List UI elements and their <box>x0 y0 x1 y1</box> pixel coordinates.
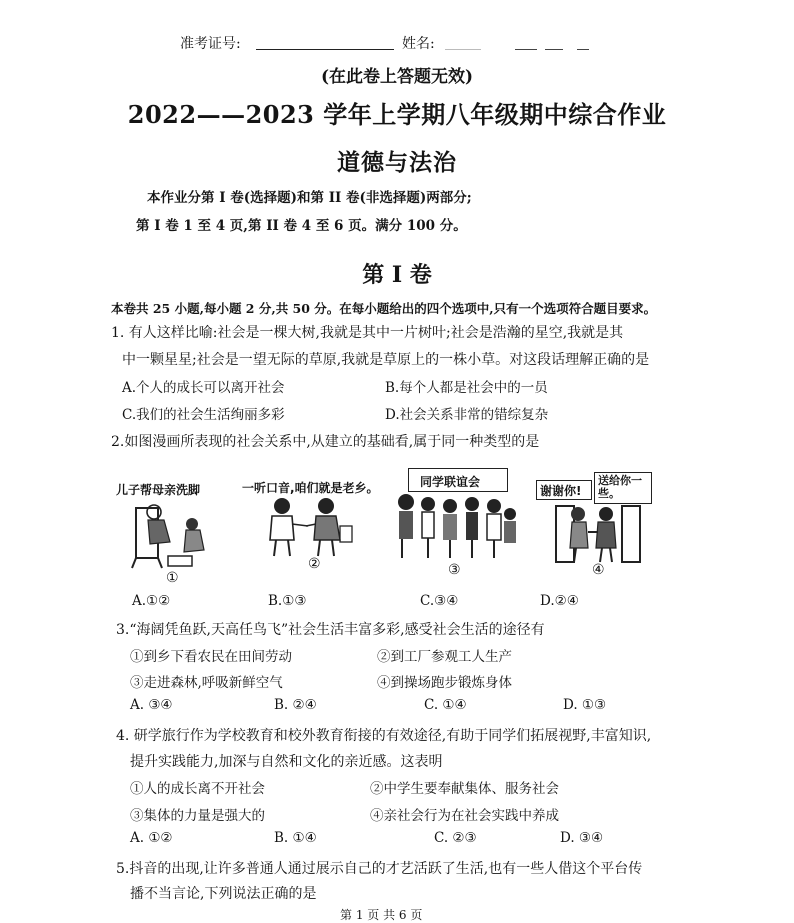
question-1-option-d[interactable]: D.社会关系非常的错综复杂 <box>385 407 549 423</box>
cartoon-3-drawing <box>392 492 518 560</box>
intro-line-2: 第 I 卷 1 至 4 页,第 II 卷 4 至 6 页。满分 100 分。 <box>136 218 467 234</box>
question-3-item-1: ①到乡下看农民在田间劳动 <box>130 649 292 665</box>
question-4-item-3: ③集体的力量是强大的 <box>130 808 265 824</box>
cartoon-4-caption: 谢谢你! <box>540 484 582 498</box>
question-1-option-c[interactable]: C.我们的社会生活绚丽多彩 <box>122 407 285 423</box>
question-3-item-3: ③走进森林,呼吸新鲜空气 <box>130 675 283 691</box>
question-2-option-d[interactable]: D.②④ <box>540 593 579 609</box>
cartoon-4-caption-2: 送给你一些。 <box>598 474 642 500</box>
ticket-number-label: 准考证号: <box>180 36 241 52</box>
question-3-item-2: ②到工厂参观工人生产 <box>377 649 512 665</box>
question-5-line-1: 5.抖音的出现,让许多普通人通过展示自己的才艺活跃了生活,也有一些人借这个平台传 <box>116 861 643 877</box>
question-4-line-1: 4. 研学旅行作为学校教育和校外教育衔接的有效途径,有助于同学们拓展视野,丰富知识, <box>116 728 652 744</box>
section-instructions: 本卷共 25 小题,每小题 2 分,共 50 分。在每小题给出的四个选项中,只有一个选项符合题目要求。 <box>111 301 657 316</box>
cartoon-1-caption: 儿子帮母亲洗脚 <box>116 483 201 497</box>
question-4-option-a[interactable]: A. ①② <box>130 830 173 846</box>
page-footer: 第 1 页 共 6 页 <box>340 908 423 922</box>
question-3-option-d[interactable]: D. ①③ <box>563 697 607 713</box>
question-5-line-2: 播不当言论,下列说法正确的是 <box>130 886 317 902</box>
question-1-line-1: 1. 有人这样比喻:社会是一棵大树,我就是其中一片树叶;社会是浩瀚的星空,我就是其 <box>111 325 624 341</box>
name-field-mark <box>545 49 563 50</box>
name-field-mark <box>515 49 537 50</box>
subject-title: 道德与法治 <box>337 149 457 176</box>
cartoon-2-caption: 一听口音,咱们就是老乡。 <box>242 481 379 495</box>
cartoon-classmate-reunion <box>390 466 520 584</box>
question-4-option-b[interactable]: B. ①④ <box>274 830 317 846</box>
name-label: 姓名: <box>402 36 435 52</box>
question-2-option-b[interactable]: B.①③ <box>268 593 307 609</box>
question-3-option-c[interactable]: C. ①④ <box>424 697 467 713</box>
question-2-option-a[interactable]: A.①② <box>132 593 171 609</box>
question-1-option-a[interactable]: A.个人的成长可以离开社会 <box>122 380 285 396</box>
cartoon-1-drawing <box>120 500 224 570</box>
cartoon-fellow-townsmen <box>240 476 390 576</box>
intro-line-1: 本作业分第 I 卷(选择题)和第 II 卷(非选择题)两部分; <box>147 190 472 206</box>
cartoon-3-number: ③ <box>448 562 461 578</box>
question-4-item-2: ②中学生要奉献集体、服务社会 <box>370 781 559 797</box>
question-3-item-4: ④到操场跑步锻炼身体 <box>377 675 512 691</box>
invalid-notice: (在此卷上答题无效) <box>320 67 474 87</box>
cartoon-thank-you <box>534 470 664 580</box>
cartoon-1-number: ① <box>166 570 179 586</box>
question-3-option-b[interactable]: B. ②④ <box>274 697 317 713</box>
question-1-option-b[interactable]: B.每个人都是社会中的一员 <box>385 380 548 396</box>
question-4-item-4: ④亲社会行为在社会实践中养成 <box>370 808 559 824</box>
question-4-line-2: 提升实践能力,加深与自然和文化的亲近感。这表明 <box>130 754 443 770</box>
question-2-line-1: 2.如图漫画所表现的社会关系中,从建立的基础看,属于同一种类型的是 <box>111 434 540 450</box>
question-3-option-a[interactable]: A. ③④ <box>130 697 173 713</box>
question-2-option-c[interactable]: C.③④ <box>420 593 459 609</box>
question-1-line-2: 中一颗星星;社会是一望无际的草原,我就是草原上的一株小草。对这段话理解正确的是 <box>122 352 650 368</box>
section-title: 第 I 卷 <box>362 262 432 288</box>
cartoon-2-number: ② <box>308 556 321 572</box>
cartoon-4-number: ④ <box>592 562 605 578</box>
question-3-line-1: 3.“海阔凭鱼跃,天高任鸟飞”社会生活丰富多彩,感受社会生活的途径有 <box>116 622 545 638</box>
exam-title: 2022——2023 学年上学期八年级期中综合作业 <box>127 100 667 129</box>
name-field-mark <box>577 49 589 50</box>
question-4-option-d[interactable]: D. ③④ <box>560 830 604 846</box>
cartoon-son-washing-feet <box>114 478 224 588</box>
cartoon-3-caption: 同学联谊会 <box>420 475 481 489</box>
ticket-number-field[interactable] <box>256 49 394 50</box>
question-4-option-c[interactable]: C. ②③ <box>434 830 477 846</box>
name-field[interactable] <box>445 49 481 50</box>
cartoon-4-drawing <box>542 504 652 564</box>
question-4-item-1: ①人的成长离不开社会 <box>130 781 265 797</box>
cartoon-2-drawing <box>256 496 356 558</box>
